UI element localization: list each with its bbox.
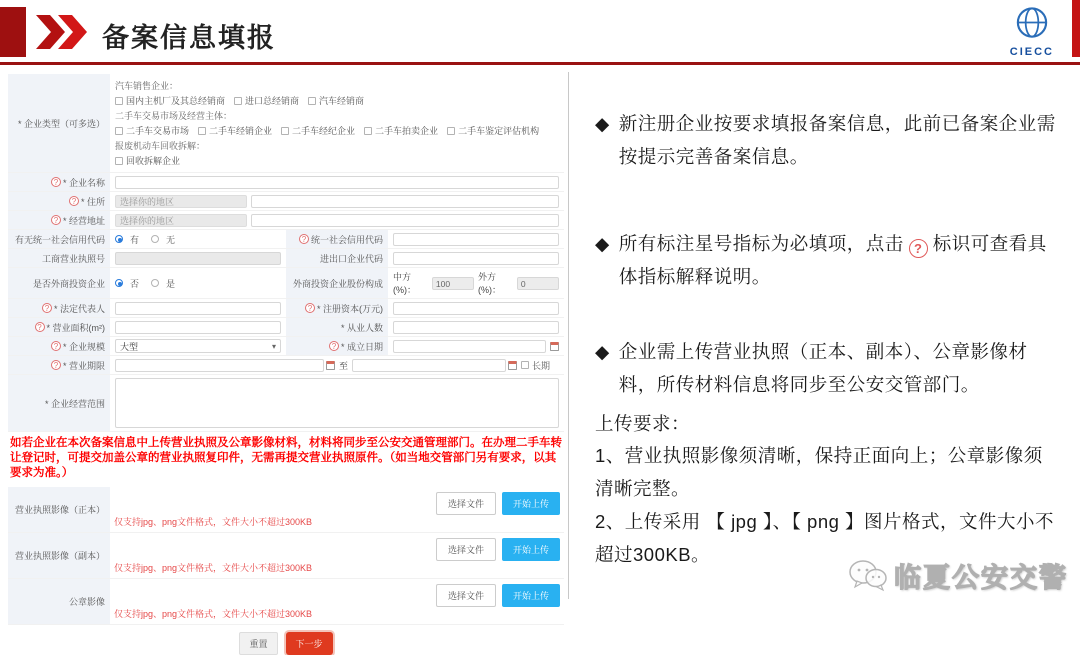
term-to-label: 至 xyxy=(338,360,348,371)
checkbox-icon xyxy=(447,127,455,135)
reg-capital-label: * 注册资本(万元) xyxy=(317,303,383,314)
foreign-pct-input[interactable]: 0 xyxy=(517,277,559,290)
right-accent-bar xyxy=(1072,0,1080,57)
checkbox-domestic-oem[interactable]: 国内主机厂及其总经销商 xyxy=(115,94,225,107)
radio-foreign-yes[interactable] xyxy=(151,279,159,287)
calendar-icon[interactable] xyxy=(326,361,335,370)
double-chevron-icon xyxy=(36,15,90,54)
license-no-input[interactable] xyxy=(115,252,281,265)
staff-count-label: * 从业人数 xyxy=(340,322,383,333)
license-no-label: 工商营业执照号 xyxy=(41,253,105,264)
scale-select[interactable]: 大型 ▾ xyxy=(115,339,281,353)
row-company-name xyxy=(8,173,564,192)
import-export-label: 进出口企业代码 xyxy=(319,253,383,264)
help-icon[interactable]: ? xyxy=(51,341,61,351)
is-foreign-label: 是否外商投资企业 xyxy=(32,278,105,289)
upload-hint: 仅支持jpg、png文件格式，文件大小不超过300KB xyxy=(114,608,313,619)
row-enterprise-type xyxy=(8,74,564,173)
row-scale xyxy=(8,337,564,356)
page-title: 备案信息填报 xyxy=(102,23,276,53)
logo-text: CIECC xyxy=(1009,46,1054,58)
watermark-text: 临夏公安交警 xyxy=(894,563,1068,593)
calendar-icon[interactable] xyxy=(550,342,559,351)
founding-date-label: * 成立日期 xyxy=(340,341,383,352)
radio-has-credit-no[interactable] xyxy=(151,235,159,243)
row-license-no xyxy=(8,249,564,268)
checkbox-icon xyxy=(308,97,316,105)
business-scope-textarea[interactable] xyxy=(115,378,559,428)
reset-button[interactable]: 重置 xyxy=(239,632,277,655)
notes-panel xyxy=(569,68,1080,607)
upload-warning-text: 如若企业在本次备案信息中上传营业执照及公章影像材料，材料将同步至公安交通管理部门。在办理二手车转让登记时，可提交加盖公章的营业执照复印件，无需再提交营业执照原件。（如当地交管部门另有要求，以其要求为准。） xyxy=(8,432,564,487)
business-area-label: * 营业面积(m²) xyxy=(46,322,105,333)
question-mark-icon: ? xyxy=(909,239,928,258)
checkbox-auto-dealer[interactable]: 汽车经销商 xyxy=(308,94,364,107)
calendar-icon[interactable] xyxy=(508,361,517,370)
row-business-scope xyxy=(8,375,564,432)
checkbox-icon xyxy=(364,127,372,135)
upload-license-original-label: 营业执照影像（正本） xyxy=(14,504,105,515)
checkbox-used-car-appraisal[interactable]: 二手车鉴定评估机构 xyxy=(447,124,539,137)
row-business-area xyxy=(8,318,564,337)
header-divider-line xyxy=(0,62,1080,65)
checkbox-icon xyxy=(234,97,242,105)
checkbox-longterm[interactable]: 长期 xyxy=(521,359,550,372)
diamond-bullet-icon: ◆ xyxy=(595,340,610,362)
founding-date-input[interactable] xyxy=(393,340,546,353)
dropdown-arrow-icon: ▾ xyxy=(271,341,276,351)
group-title-used-car: 二手车交易市场及经营主体： xyxy=(115,111,233,121)
company-name-label: * 企业名称 xyxy=(62,177,105,188)
row-credit-code: 有无统一社会信用代码 有 无 ? 统一社会信用代码 xyxy=(8,230,564,249)
choose-file-button[interactable]: 选择文件 xyxy=(436,584,496,607)
start-upload-button[interactable]: 开始上传 xyxy=(502,492,560,515)
foreign-share-label: 外商投资企业股份构成 xyxy=(292,278,383,289)
radio-has-credit-yes[interactable] xyxy=(115,235,123,243)
watermark xyxy=(848,556,1068,595)
legal-person-label: * 法定代表人 xyxy=(53,303,105,314)
row-foreign-invest: 是否外商投资企业 否 是 外商投资企业股份构成 中方(%)： 100 外方(%)： 0 xyxy=(8,268,564,299)
company-name-input[interactable] xyxy=(115,176,559,189)
diamond-bullet-icon: ◆ xyxy=(595,232,610,254)
checkbox-recycle-dismantle[interactable]: 回收拆解企业 xyxy=(115,154,180,167)
radio-foreign-no[interactable] xyxy=(115,279,123,287)
row-upload-license-original xyxy=(8,487,564,533)
row-legal-person xyxy=(8,299,564,318)
residence-detail-input[interactable] xyxy=(251,195,559,208)
upload-license-copy-label: 营业执照影像（副本） xyxy=(14,550,105,561)
checkbox-used-car-market[interactable]: 二手车交易市场 xyxy=(115,124,189,137)
help-icon[interactable]: ? xyxy=(329,341,339,351)
has-credit-label: 有无统一社会信用代码 xyxy=(14,234,105,245)
group-title-auto-sales: 汽车销售企业： xyxy=(115,81,179,91)
business-address-region-select[interactable]: 选择你的地区 xyxy=(115,214,247,227)
row-residence xyxy=(8,192,564,211)
credit-code-input[interactable] xyxy=(393,233,559,246)
left-accent-bar xyxy=(0,7,26,57)
checkbox-icon xyxy=(521,361,529,369)
business-address-detail-input[interactable] xyxy=(251,214,559,227)
start-upload-button[interactable]: 开始上传 xyxy=(502,584,560,607)
scale-label: * 企业规模 xyxy=(62,341,105,352)
residence-region-select[interactable]: 选择你的地区 xyxy=(115,195,247,208)
help-icon[interactable]: ? xyxy=(51,360,61,370)
cn-share-input[interactable]: 100 xyxy=(432,277,474,290)
checkbox-import-distributor[interactable]: 进口总经销商 xyxy=(234,94,299,107)
next-step-button[interactable]: 下一步 xyxy=(286,632,333,655)
foreign-pct-label: 外方(%)： xyxy=(478,272,501,295)
enterprise-type-label: * 企业类型（可多选） xyxy=(8,74,110,172)
help-icon[interactable]: ? xyxy=(69,196,79,206)
term-end-input[interactable] xyxy=(352,359,506,372)
choose-file-button[interactable]: 选择文件 xyxy=(436,538,496,561)
checkbox-icon xyxy=(115,157,123,165)
upload-seal-label: 公章影像 xyxy=(68,596,105,607)
legal-person-input[interactable] xyxy=(115,302,281,315)
ciecc-logo xyxy=(1010,5,1054,58)
checkbox-icon xyxy=(115,127,123,135)
term-start-input[interactable] xyxy=(115,359,324,372)
reg-capital-input[interactable] xyxy=(393,302,559,315)
cn-share-label: 中方(%)： xyxy=(393,272,416,295)
globe-icon xyxy=(1013,5,1051,42)
choose-file-button[interactable]: 选择文件 xyxy=(436,492,496,515)
import-export-input[interactable] xyxy=(393,252,559,265)
help-icon[interactable]: ? xyxy=(35,322,45,332)
credit-code-label: 统一社会信用代码 xyxy=(310,234,383,245)
help-icon[interactable]: ? xyxy=(305,303,315,313)
note-bullet-2: ◆ 所有标注星号指标为必填项，点击 ? 标识可查看具体指标解释说明。 xyxy=(595,228,1058,294)
business-area-input[interactable] xyxy=(115,321,281,334)
diamond-bullet-icon: ◆ xyxy=(595,113,610,134)
checkbox-used-car-broker[interactable]: 二手车经纪企业 xyxy=(281,124,355,137)
checkbox-icon xyxy=(198,127,206,135)
upload-requirement-2: 2、上传采用 【 jpg 】、【 png 】图片格式，文件大小不超过300KB。 xyxy=(595,511,1055,566)
help-icon[interactable]: ? xyxy=(51,177,61,187)
checkbox-used-car-auction[interactable]: 二手车拍卖企业 xyxy=(364,124,438,137)
row-business-address xyxy=(8,211,564,230)
header xyxy=(0,0,1080,65)
upload-requirement-1: 1、营业执照影像须清晰，保持正面向上；公章影像须清晰完整。 xyxy=(595,445,1043,500)
checkbox-used-car-dealer[interactable]: 二手车经销企业 xyxy=(198,124,272,137)
group-title-scrap-recycle: 报废机动车回收拆解： xyxy=(115,141,206,151)
help-icon[interactable]: ? xyxy=(299,234,309,244)
wechat-icon xyxy=(848,559,888,593)
staff-count-input[interactable] xyxy=(393,321,559,334)
upload-requirements-title: 上传要求： xyxy=(595,412,691,434)
row-upload-license-copy xyxy=(8,533,564,579)
upload-hint: 仅支持jpg、png文件格式，文件大小不超过300KB xyxy=(114,562,313,573)
business-address-label: * 经营地址 xyxy=(62,215,105,226)
help-icon[interactable]: ? xyxy=(42,303,52,313)
term-label: * 营业期限 xyxy=(62,360,105,371)
scope-label: * 企业经营范围 xyxy=(44,398,105,409)
checkbox-icon xyxy=(281,127,289,135)
note-bullet-3: ◆ 企业需上传营业执照（正本、副本）、公章影像材料，所传材料信息将同步至公安交管部门。 xyxy=(595,336,1058,402)
form-panel xyxy=(0,68,568,649)
start-upload-button[interactable]: 开始上传 xyxy=(502,538,560,561)
row-upload-seal xyxy=(8,579,564,625)
help-icon[interactable]: ? xyxy=(51,215,61,225)
row-business-term xyxy=(8,356,564,375)
residence-label: * 住所 xyxy=(80,196,105,207)
note-bullet-1: ◆ 新注册企业按要求填报备案信息，此前已备案企业需按提示完善备案信息。 xyxy=(595,108,1058,174)
checkbox-icon xyxy=(115,97,123,105)
upload-hint: 仅支持jpg、png文件格式，文件大小不超过300KB xyxy=(114,516,313,527)
